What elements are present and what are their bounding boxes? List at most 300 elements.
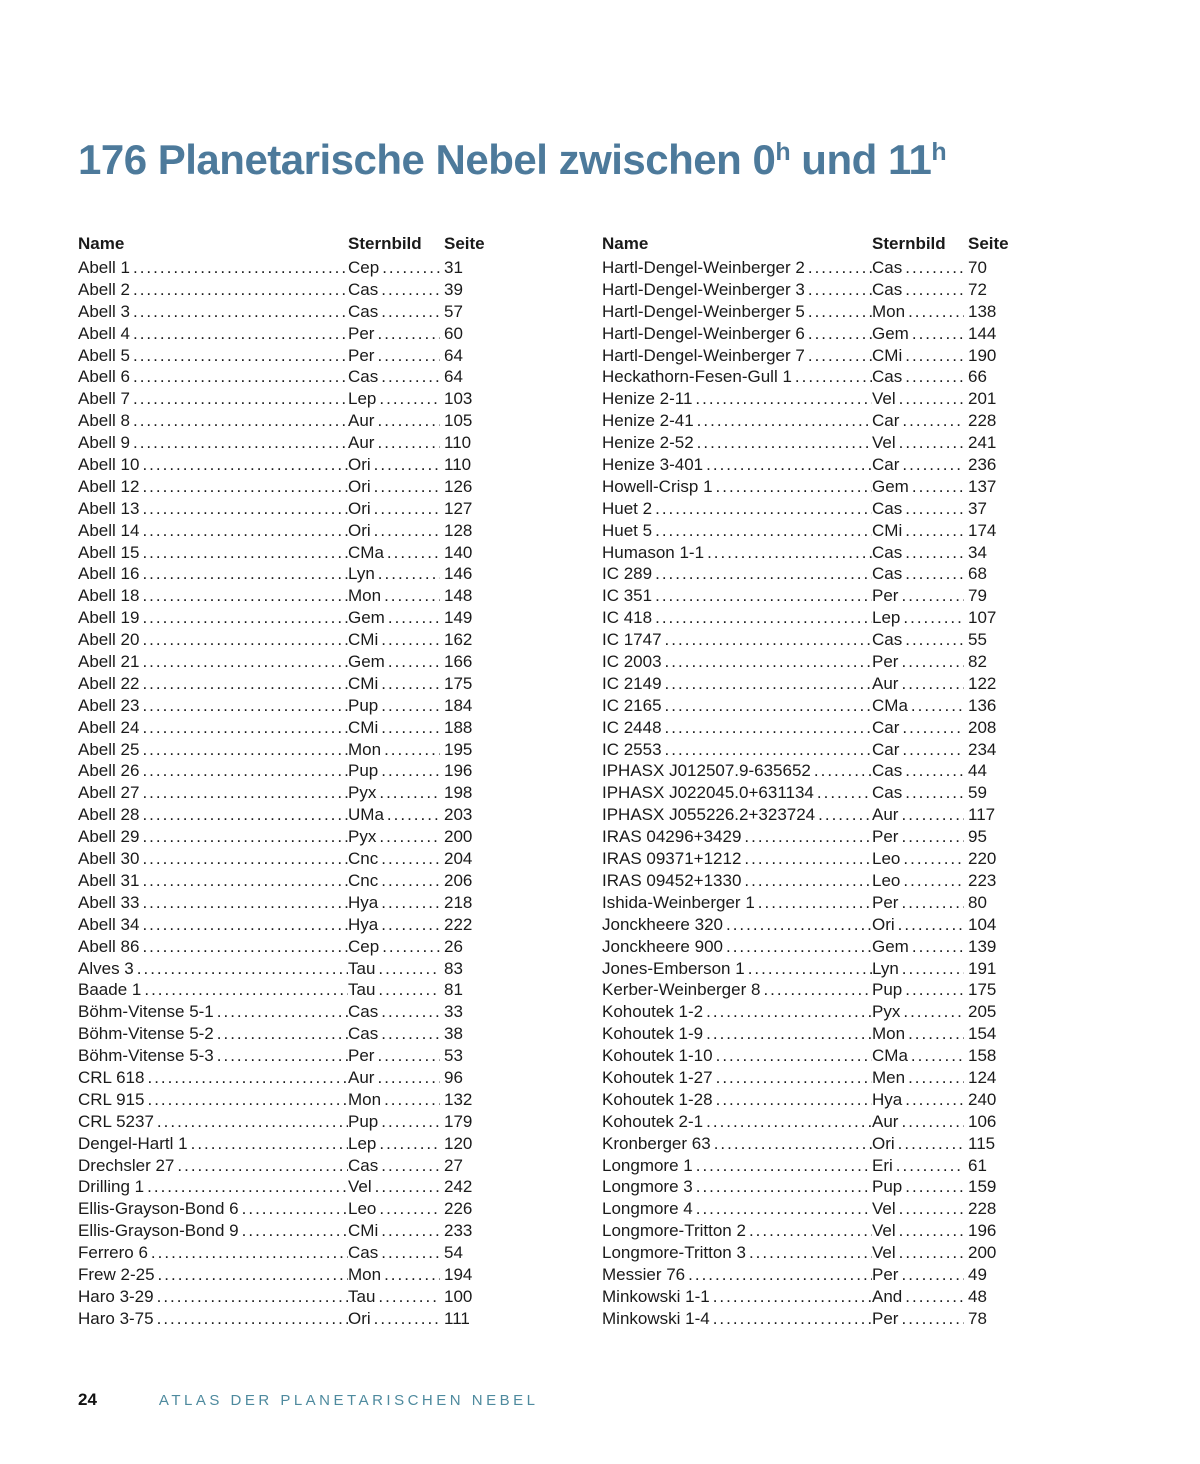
- constellation-cell: [872, 782, 964, 804]
- object-name-cell: [78, 1023, 348, 1045]
- page-number: 70: [968, 258, 987, 277]
- object-name: Dengel-Hartl 1: [78, 1133, 188, 1153]
- constellation: Pyx: [872, 1002, 901, 1022]
- object-name-cell: [78, 782, 348, 804]
- constellation: CMa: [872, 695, 908, 715]
- object-name-cell: [602, 1176, 872, 1198]
- constellation-cell: [348, 563, 440, 585]
- page-number: 39: [444, 279, 463, 299]
- page-number: 104: [968, 914, 997, 934]
- dot-leader: [374, 520, 440, 542]
- page-number: 122: [968, 673, 997, 693]
- table-row: [78, 279, 492, 301]
- page-number: 124: [968, 1067, 997, 1087]
- constellation-cell: [872, 257, 964, 279]
- object-name-cell: [602, 979, 872, 1001]
- table-row: [602, 1264, 1016, 1286]
- constellation-cell: [872, 804, 964, 826]
- dot-leader: [387, 542, 440, 564]
- table-row: [78, 1242, 492, 1264]
- dot-leader: [157, 1111, 348, 1133]
- constellation-cell: [348, 1133, 440, 1155]
- page-number: 159: [968, 1177, 997, 1197]
- dot-leader: [758, 892, 872, 914]
- constellation-cell: [348, 1155, 440, 1177]
- object-name-cell: [78, 892, 348, 914]
- table-row: [602, 432, 1016, 454]
- object-name: Minkowski 1-4: [602, 1308, 710, 1328]
- dot-leader: [655, 498, 872, 520]
- dot-leader: [147, 1176, 348, 1198]
- constellation: Tau: [348, 1286, 376, 1306]
- dot-leader: [142, 673, 348, 695]
- constellation: Cas: [872, 498, 903, 518]
- constellation-cell: [872, 279, 964, 301]
- page-number: 31: [444, 258, 463, 277]
- constellation: Lyn: [348, 564, 375, 584]
- page-number: 208: [968, 717, 997, 737]
- object-name-cell: [78, 542, 348, 564]
- dot-leader: [142, 892, 348, 914]
- table-row: [602, 1308, 1016, 1330]
- dot-leader: [378, 1286, 440, 1308]
- page-number: 27: [444, 1155, 463, 1175]
- object-name: Kohoutek 1-28: [602, 1089, 713, 1109]
- dot-leader: [217, 1001, 348, 1023]
- object-name: Minkowski 1-1: [602, 1286, 710, 1306]
- dot-leader: [382, 936, 440, 958]
- page-number: 242: [444, 1177, 473, 1197]
- index-columns: [78, 233, 1016, 1330]
- dot-leader: [381, 892, 440, 914]
- constellation: CMa: [872, 1046, 908, 1066]
- constellation-cell: [872, 301, 964, 323]
- table-row: [78, 739, 492, 761]
- object-name-cell: [78, 1242, 348, 1264]
- constellation-cell: [872, 1133, 964, 1155]
- object-name-cell: [78, 717, 348, 739]
- constellation-cell: [348, 1023, 440, 1045]
- constellation: Per: [872, 1264, 899, 1284]
- constellation: Gem: [872, 476, 909, 496]
- table-row: [602, 366, 1016, 388]
- constellation-cell: [348, 366, 440, 388]
- table-row: [602, 914, 1016, 936]
- header-sternbild: Sternbild: [872, 234, 946, 253]
- object-name-cell: [78, 760, 348, 782]
- object-name: Abell 34: [78, 914, 140, 934]
- title-superscript-h: h: [931, 138, 947, 166]
- dot-leader: [749, 1220, 872, 1242]
- page-number: 140: [444, 542, 473, 562]
- dot-leader: [696, 1176, 872, 1198]
- dot-leader: [905, 760, 964, 782]
- table-row: [602, 1133, 1016, 1155]
- dot-leader: [133, 388, 348, 410]
- object-name-cell: [602, 958, 872, 980]
- page-number: 96: [444, 1067, 463, 1087]
- constellation: Cas: [348, 1243, 379, 1263]
- table-row: [78, 760, 492, 782]
- object-name: IC 2553: [602, 739, 662, 759]
- dot-leader: [374, 498, 440, 520]
- dot-leader: [726, 914, 872, 936]
- dot-leader: [151, 1242, 348, 1264]
- dot-leader: [899, 1198, 964, 1220]
- table-row: [602, 804, 1016, 826]
- constellation: Cas: [872, 564, 903, 584]
- constellation: Ori: [348, 520, 371, 540]
- object-name-cell: [78, 870, 348, 892]
- page-number: 100: [444, 1286, 473, 1306]
- table-row: [78, 826, 492, 848]
- constellation: Vel: [872, 1243, 896, 1263]
- constellation-cell: [348, 1220, 440, 1242]
- object-name-cell: [78, 520, 348, 542]
- object-name: Abell 33: [78, 892, 140, 912]
- constellation: Ori: [348, 1308, 371, 1328]
- dot-leader: [901, 673, 964, 695]
- page-number: 79: [968, 586, 987, 606]
- dot-leader: [144, 979, 348, 1001]
- page-number: 241: [968, 433, 997, 453]
- constellation: UMa: [348, 805, 384, 825]
- object-name-cell: [602, 345, 872, 367]
- page-number: 34: [968, 542, 987, 562]
- table-row: [602, 1242, 1016, 1264]
- page-number: 95: [968, 827, 987, 847]
- dot-leader: [744, 826, 872, 848]
- dot-leader: [384, 585, 440, 607]
- table-row: [602, 498, 1016, 520]
- object-name-cell: [602, 1023, 872, 1045]
- page-number: 218: [444, 892, 473, 912]
- constellation-cell: [348, 651, 440, 673]
- page-number: 179: [444, 1111, 473, 1131]
- table-row: [602, 607, 1016, 629]
- page-number: 198: [444, 783, 473, 803]
- title-superscript-h: h: [775, 138, 791, 166]
- dot-leader: [142, 782, 348, 804]
- object-name: IPHASX J022045.0+631134: [602, 783, 814, 803]
- dot-leader: [905, 782, 964, 804]
- constellation: Ori: [348, 498, 371, 518]
- table-row: [602, 323, 1016, 345]
- object-name: Drilling 1: [78, 1177, 145, 1197]
- constellation: Ori: [872, 914, 895, 934]
- dot-leader: [898, 1133, 964, 1155]
- object-name-cell: [78, 1111, 348, 1133]
- object-name: CRL 915: [78, 1089, 145, 1109]
- constellation-cell: [872, 695, 964, 717]
- object-name-cell: [78, 498, 348, 520]
- constellation: Cas: [872, 783, 903, 803]
- constellation: Aur: [348, 1067, 375, 1087]
- table-row: [602, 739, 1016, 761]
- table-row: [78, 1133, 492, 1155]
- constellation: Cas: [872, 258, 903, 277]
- constellation-cell: [872, 1155, 964, 1177]
- dot-leader: [655, 520, 872, 542]
- page-number: 136: [968, 695, 997, 715]
- dot-leader: [374, 454, 440, 476]
- object-name-cell: [78, 366, 348, 388]
- constellation-cell: [348, 542, 440, 564]
- dot-leader: [142, 585, 348, 607]
- dot-leader: [655, 563, 872, 585]
- object-name: Abell 86: [78, 936, 140, 956]
- object-name: Abell 24: [78, 717, 140, 737]
- constellation-cell: [348, 388, 440, 410]
- dot-leader: [714, 1133, 872, 1155]
- object-name-cell: [602, 739, 872, 761]
- dot-leader: [377, 345, 440, 367]
- dot-leader: [899, 432, 964, 454]
- object-name-cell: [78, 1176, 348, 1198]
- table-row: [602, 826, 1016, 848]
- constellation: Mon: [348, 1264, 382, 1284]
- constellation-cell: [348, 498, 440, 520]
- dot-leader: [142, 695, 348, 717]
- dot-leader: [901, 892, 964, 914]
- dot-leader: [716, 1045, 872, 1067]
- object-name-cell: [602, 542, 872, 564]
- dot-leader: [137, 958, 348, 980]
- object-name-cell: [78, 476, 348, 498]
- object-name: IC 289: [602, 564, 653, 584]
- table-row: [602, 1220, 1016, 1242]
- constellation-cell: [872, 1286, 964, 1308]
- dot-leader: [378, 563, 440, 585]
- constellation-cell: [348, 870, 440, 892]
- constellation: CMi: [348, 673, 379, 693]
- table-row: [602, 520, 1016, 542]
- object-name: Frew 2-25: [78, 1264, 155, 1284]
- page-number: 60: [444, 323, 463, 343]
- header-seite: Seite: [444, 234, 485, 253]
- table-row: [78, 454, 492, 476]
- table-row: [78, 673, 492, 695]
- object-name: IRAS 09371+1212: [602, 849, 742, 869]
- dot-leader: [901, 651, 964, 673]
- dot-leader: [901, 585, 964, 607]
- dot-leader: [379, 782, 440, 804]
- constellation-cell: [872, 345, 964, 367]
- object-name-cell: [602, 936, 872, 958]
- dot-leader: [665, 673, 872, 695]
- constellation-cell: [348, 760, 440, 782]
- table-row: [78, 629, 492, 651]
- table-row: [602, 760, 1016, 782]
- constellation-cell: [348, 695, 440, 717]
- object-name-cell: [602, 1308, 872, 1330]
- dot-leader: [665, 739, 872, 761]
- object-name-cell: [78, 607, 348, 629]
- constellation-cell: [348, 323, 440, 345]
- page-number: 132: [444, 1089, 473, 1109]
- dot-leader: [905, 279, 964, 301]
- page-number: 200: [444, 827, 473, 847]
- dot-leader: [808, 301, 872, 323]
- dot-leader: [905, 366, 964, 388]
- dot-leader: [902, 958, 964, 980]
- object-name-cell: [602, 870, 872, 892]
- dot-leader: [381, 629, 440, 651]
- dot-leader: [903, 848, 964, 870]
- constellation: Mon: [348, 586, 382, 606]
- dot-leader: [896, 1155, 964, 1177]
- table-row: [78, 1001, 492, 1023]
- object-name-cell: [78, 936, 348, 958]
- object-name: IC 2448: [602, 717, 662, 737]
- page-footer: [78, 1390, 538, 1410]
- page-number: 61: [968, 1155, 987, 1175]
- dot-leader: [817, 782, 872, 804]
- object-name-cell: [78, 739, 348, 761]
- constellation-cell: [872, 651, 964, 673]
- object-name-cell: [78, 345, 348, 367]
- constellation-cell: [872, 520, 964, 542]
- dot-leader: [902, 717, 964, 739]
- page-number: 82: [968, 652, 987, 672]
- object-name-cell: [602, 454, 872, 476]
- constellation: Vel: [872, 1221, 896, 1241]
- object-name: Abell 13: [78, 498, 140, 518]
- object-name-cell: [78, 1001, 348, 1023]
- dot-leader: [374, 1308, 440, 1330]
- constellation: Mon: [872, 301, 906, 321]
- dot-leader: [905, 257, 964, 279]
- dot-leader: [697, 410, 872, 432]
- table-row: [602, 301, 1016, 323]
- dot-leader: [133, 366, 348, 388]
- page-number: 55: [968, 630, 987, 650]
- dot-leader: [177, 1155, 348, 1177]
- page-number: 184: [444, 695, 473, 715]
- object-name: Hartl-Dengel-Weinberger 7: [602, 345, 805, 365]
- object-name: Longmore 3: [602, 1177, 693, 1197]
- object-name: IRAS 09452+1330: [602, 870, 742, 890]
- constellation: Mon: [872, 1024, 906, 1044]
- dot-leader: [142, 520, 348, 542]
- page-number: 196: [444, 761, 473, 781]
- constellation-cell: [348, 585, 440, 607]
- constellation-cell: [348, 782, 440, 804]
- constellation-cell: [872, 498, 964, 520]
- object-name: Abell 28: [78, 805, 140, 825]
- constellation-cell: [348, 936, 440, 958]
- dot-leader: [707, 542, 872, 564]
- object-name: Abell 6: [78, 367, 130, 387]
- table-row: [602, 1111, 1016, 1133]
- table-row: [78, 520, 492, 542]
- constellation-cell: [872, 914, 964, 936]
- constellation-cell: [348, 301, 440, 323]
- dot-leader: [744, 870, 872, 892]
- dot-leader: [381, 1220, 440, 1242]
- dot-leader: [716, 1089, 872, 1111]
- table-row: [602, 782, 1016, 804]
- dot-leader: [388, 607, 440, 629]
- table-row: [78, 345, 492, 367]
- table-row: [78, 585, 492, 607]
- constellation: Per: [872, 892, 899, 912]
- dot-leader: [899, 1242, 964, 1264]
- dot-leader: [377, 432, 440, 454]
- dot-leader: [905, 629, 964, 651]
- object-name-cell: [602, 1264, 872, 1286]
- dot-leader: [381, 1111, 440, 1133]
- dot-leader: [381, 366, 440, 388]
- object-name-cell: [78, 629, 348, 651]
- page-number: 194: [444, 1264, 473, 1284]
- dot-leader: [808, 257, 872, 279]
- page-number: 72: [968, 279, 987, 299]
- table-row: [78, 1067, 492, 1089]
- constellation: Hya: [872, 1089, 903, 1109]
- table-row: [78, 1045, 492, 1067]
- object-name-cell: [78, 301, 348, 323]
- dot-leader: [377, 1067, 440, 1089]
- table-row: [602, 257, 1016, 279]
- page-number: 188: [444, 717, 473, 737]
- constellation-cell: [872, 388, 964, 410]
- page-number: 175: [968, 980, 997, 1000]
- dot-leader: [142, 760, 348, 782]
- column-header: [602, 233, 1016, 257]
- object-name-cell: [78, 1308, 348, 1330]
- object-name: Henize 2-52: [602, 433, 694, 453]
- constellation-cell: [872, 366, 964, 388]
- page-number: 226: [444, 1199, 473, 1219]
- object-name-cell: [78, 257, 348, 279]
- page-number: 228: [968, 1199, 997, 1219]
- dot-leader: [381, 870, 440, 892]
- constellation-cell: [872, 1111, 964, 1133]
- page-number: 26: [444, 936, 463, 956]
- object-name-cell: [602, 826, 872, 848]
- page-number: 203: [444, 805, 473, 825]
- constellation-cell: [872, 454, 964, 476]
- constellation: Per: [348, 323, 375, 343]
- object-name-cell: [78, 563, 348, 585]
- constellation: Hya: [348, 892, 379, 912]
- table-row: [602, 1286, 1016, 1308]
- constellation: Leo: [872, 870, 901, 890]
- page-number: 190: [968, 345, 997, 365]
- table-row: [78, 1198, 492, 1220]
- object-name: Longmore 1: [602, 1155, 693, 1175]
- dot-leader: [147, 1089, 348, 1111]
- dot-leader: [908, 301, 964, 323]
- object-name: Messier 76: [602, 1264, 686, 1284]
- dot-leader: [381, 695, 440, 717]
- table-row: [602, 279, 1016, 301]
- table-row: [602, 848, 1016, 870]
- dot-leader: [902, 739, 964, 761]
- dot-leader: [695, 388, 872, 410]
- dot-leader: [377, 323, 440, 345]
- dot-leader: [377, 410, 440, 432]
- page-number: 220: [968, 849, 997, 869]
- table-row: [78, 870, 492, 892]
- dot-leader: [898, 914, 964, 936]
- object-name: Heckathorn-Fesen-Gull 1: [602, 367, 792, 387]
- page-number: 154: [968, 1024, 997, 1044]
- page-number: 110: [444, 455, 472, 475]
- constellation: Car: [872, 739, 900, 759]
- constellation-cell: [872, 1023, 964, 1045]
